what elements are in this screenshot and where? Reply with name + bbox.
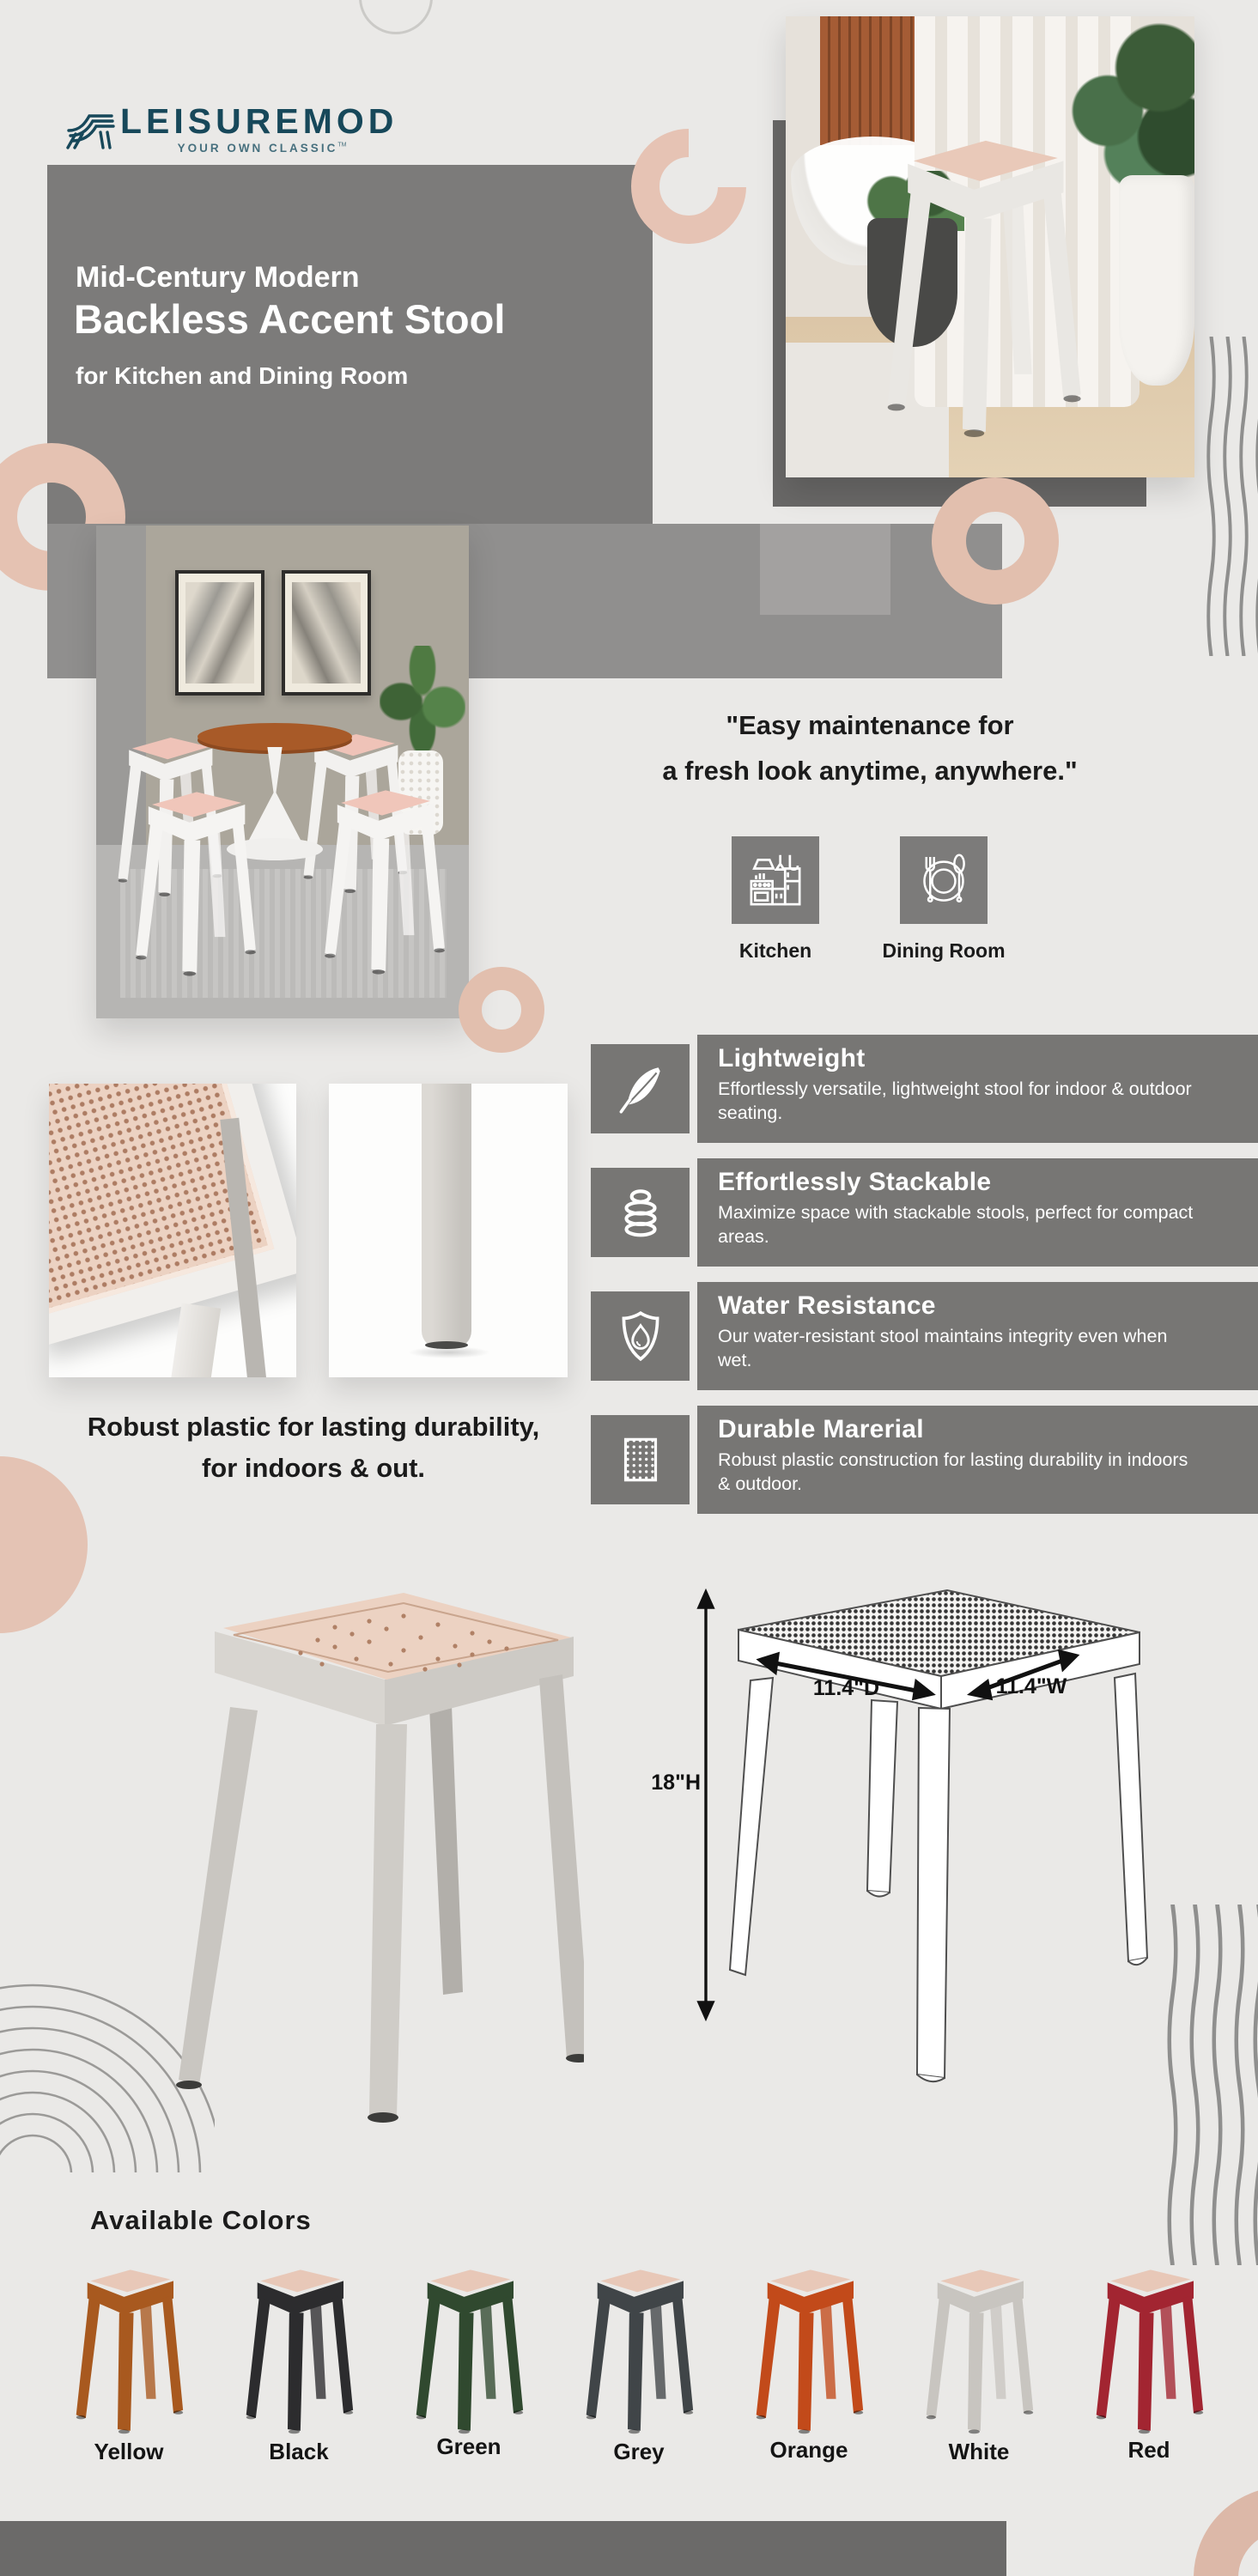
brand-chair-icon — [64, 98, 117, 149]
squiggle-lines-mid-right — [1188, 1905, 1201, 2265]
brand-tm: TM — [337, 142, 347, 149]
color-label-green: Green — [436, 2433, 501, 2459]
gray-square-decor — [760, 524, 890, 615]
pink-donut-decor-bottom-right — [1194, 2487, 1258, 2576]
art-abstract — [292, 582, 361, 683]
photo-plant-right — [1069, 16, 1194, 188]
kitchen-tile — [732, 836, 819, 924]
pink-donut-decor-mid — [932, 477, 1059, 605]
pink-ring-notch — [689, 124, 756, 187]
closeup-leg-shadow — [408, 1346, 490, 1358]
color-label-orange: Orange — [769, 2437, 848, 2463]
feature-title: Effortlessly Stackable — [718, 1168, 992, 1196]
lifestyle-photo-top — [786, 16, 1194, 477]
art-frame-right — [282, 570, 371, 696]
color-label-grey: Grey — [613, 2439, 665, 2464]
feature-title: Water Resistance — [718, 1291, 936, 1320]
depth-dimension-label: 11.4"D — [812, 1676, 880, 1700]
quote-line1: "Easy maintenance for — [726, 710, 1014, 740]
art-frame-left — [175, 570, 264, 696]
color-label-black: Black — [269, 2439, 329, 2464]
closeup-leg — [422, 1084, 471, 1348]
closeup-front-leg — [167, 1303, 221, 1377]
closeup-seat-photo — [49, 1084, 296, 1377]
color-label-red: Red — [1127, 2437, 1170, 2463]
color-label-yellow: Yellow — [94, 2439, 164, 2464]
dining-stool-front-right — [321, 781, 447, 996]
durability-line1: Robust plastic for lasting durability, — [87, 1412, 540, 1442]
colors-heading: Available Colors — [90, 2205, 312, 2235]
squiggle-lines-mid-right — [1211, 1905, 1224, 2265]
width-dimension-label: 11.4"W — [995, 1674, 1067, 1698]
pink-donut-photo-corner — [459, 967, 544, 1053]
feature-tile-water — [591, 1291, 690, 1381]
kitchen-icon — [744, 849, 806, 911]
feature-panel-durable — [697, 1406, 1258, 1514]
durability-line2: for indoors & out. — [201, 1453, 426, 1484]
feature-tile-lightweight — [591, 1044, 690, 1133]
hero-subtitle: for Kitchen and Dining Room — [76, 362, 409, 389]
kitchen-label: Kitchen — [738, 939, 812, 962]
feature-title: Durable Marerial — [718, 1415, 924, 1443]
color-stool-red — [1093, 2262, 1205, 2453]
stack-icon — [612, 1184, 669, 1241]
feature-panel-lightweight — [697, 1035, 1258, 1143]
dining-room-photo — [96, 526, 469, 1018]
water-shield-icon — [612, 1308, 669, 1364]
footer-bar — [0, 2521, 1006, 2576]
feature-tile-stackable — [591, 1168, 690, 1257]
photo-white-planter — [1119, 175, 1194, 386]
squiggle-lines-mid-right — [1233, 1905, 1246, 2265]
feature-desc: Effortlessly versatile, lightweight stool for indoor & outdoor seating. — [718, 1078, 1192, 1124]
art-abstract — [185, 582, 254, 683]
color-label-white: White — [948, 2439, 1010, 2464]
squiggle-lines-top-right — [1255, 337, 1258, 656]
feature-panel-stackable — [697, 1158, 1258, 1267]
brand-tagline: YOUR OWN CLASSIC — [177, 142, 338, 155]
feature-panel-water — [697, 1282, 1258, 1390]
feature-desc: Maximize space with stackable stools, perfect for compact areas. — [718, 1202, 1194, 1248]
dining-stool-front-left — [132, 783, 258, 998]
circle-outline-decor — [359, 0, 433, 34]
dining-room-tile — [900, 836, 988, 924]
color-stool-green — [413, 2262, 525, 2453]
color-stool-yellow — [73, 2262, 185, 2453]
quote-line2: a fresh look anytime, anywhere." — [662, 756, 1078, 787]
color-stool-grey — [583, 2262, 695, 2453]
color-stool-white — [923, 2262, 1035, 2453]
mesh-icon — [612, 1431, 669, 1488]
squiggle-lines-mid-right — [1166, 1905, 1179, 2265]
brand-name: LEISUREMOD — [120, 101, 398, 141]
hero-title: Backless Accent Stool — [74, 296, 506, 342]
squiggle-lines-mid-right — [1252, 1905, 1258, 2265]
brand-logo — [64, 96, 476, 156]
durability-note — [34, 1406, 593, 1489]
tulip-table-top — [198, 723, 352, 750]
title-block — [47, 165, 653, 524]
feature-desc: Our water-resistant stool maintains integrity even when wet. — [718, 1326, 1168, 1371]
product-render-stool — [120, 1580, 584, 2129]
dining-room-icon — [913, 849, 975, 911]
dining-room-label: Dining Room — [882, 939, 1006, 962]
squiggle-lines-top-right — [1206, 337, 1217, 656]
feather-icon — [612, 1060, 669, 1117]
squiggle-lines-top-right — [1238, 337, 1249, 656]
feature-tile-durable — [591, 1415, 690, 1504]
feature-desc: Robust plastic construction for lasting durability in indoors & outdoor. — [718, 1449, 1188, 1495]
height-dimension-label: 18"H — [651, 1771, 701, 1795]
color-stool-black — [243, 2262, 355, 2453]
closeup-leg-photo — [329, 1084, 568, 1377]
hero-kicker: Mid-Century Modern — [76, 261, 360, 294]
photo-hero-stool — [882, 126, 1084, 472]
squiggle-lines-top-right — [1222, 337, 1233, 656]
feature-title: Lightweight — [718, 1044, 866, 1072]
quote-text — [612, 702, 1127, 794]
dimension-diagram — [635, 1589, 1151, 2104]
color-stool-orange — [753, 2262, 865, 2453]
